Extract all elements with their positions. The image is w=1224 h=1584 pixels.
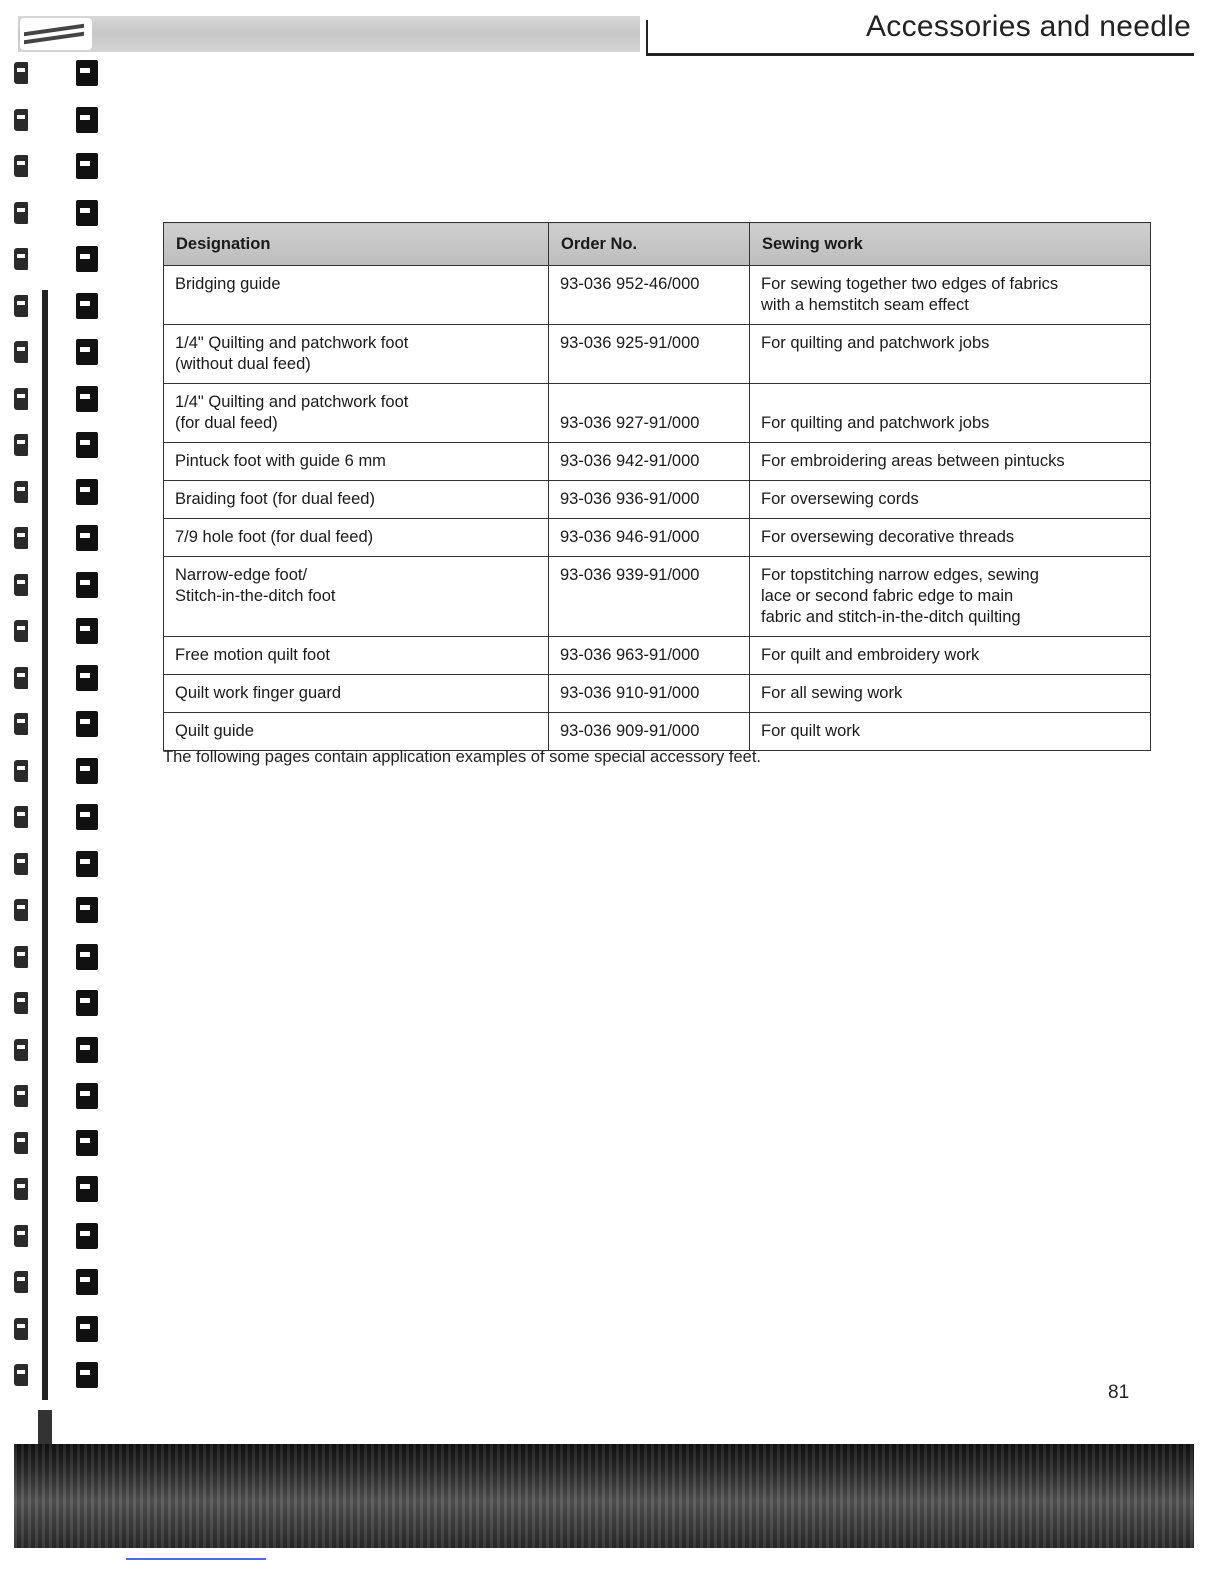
ring-hole-left [14, 574, 28, 596]
ring-hole-left [14, 527, 28, 549]
table-row [164, 325, 1151, 384]
spiral-ring [8, 1128, 104, 1158]
cell-designation [164, 481, 549, 519]
ring-hole-right [76, 432, 98, 458]
spiral-ring [8, 291, 104, 321]
cell-sewing-work [750, 443, 1151, 481]
ring-hole-left [14, 341, 28, 363]
ring-hole-right [76, 711, 98, 737]
cell-order-no: 93-036 909-91/000 [549, 713, 750, 751]
ring-hole-left [14, 946, 28, 968]
table-row [164, 384, 1151, 443]
cell-order-no: 93-036 963-91/000 [549, 637, 750, 675]
ring-hole-right [76, 386, 98, 412]
spiral-ring [8, 802, 104, 832]
ring-hole-left [14, 202, 28, 224]
column-header-sewing-work: Sewing work [750, 223, 1151, 266]
header-rule-vertical [646, 20, 648, 56]
ring-hole-left [14, 1318, 28, 1340]
ring-hole-right [76, 200, 98, 226]
spiral-ring [8, 1081, 104, 1111]
page-number: 81 [1108, 1382, 1130, 1403]
ring-hole-right [76, 758, 98, 784]
cell-sewing-work-line: For oversewing decorative threads [761, 528, 1015, 546]
spiral-ring [8, 1267, 104, 1297]
ring-hole-left [14, 806, 28, 828]
cell-sewing-work [750, 325, 1151, 384]
accessories-table [163, 222, 1151, 751]
footnote-text: The following pages contain application examples of some special accessory feet. [163, 748, 761, 766]
cell-sewing-work-line: lace or second fabric edge to main [761, 587, 1014, 605]
table-row [164, 266, 1151, 325]
cell-sewing-work-line: For oversewing cords [761, 490, 919, 508]
cell-designation-line: 1/4" Quilting and patchwork foot [175, 393, 409, 411]
ring-hole-right [76, 990, 98, 1016]
cell-sewing-work [750, 266, 1151, 325]
cell-designation-line: Quilt guide [175, 722, 254, 740]
ring-hole-left [14, 667, 28, 689]
ring-hole-right [76, 1176, 98, 1202]
ring-hole-right [76, 1223, 98, 1249]
ring-hole-left [14, 388, 28, 410]
ring-hole-right [76, 339, 98, 365]
ring-hole-right [76, 572, 98, 598]
cell-designation-line: (without dual feed) [175, 355, 311, 373]
header-band [18, 16, 640, 52]
cell-designation-line: Stitch-in-the-ditch foot [175, 587, 336, 605]
cell-sewing-work [750, 713, 1151, 751]
cell-sewing-work [750, 384, 1151, 443]
ring-hole-left [14, 434, 28, 456]
spiral-ring [8, 756, 104, 786]
spiral-ring [8, 616, 104, 646]
cell-order-no: 93-036 910-91/000 [549, 675, 750, 713]
spiral-ring [8, 570, 104, 600]
ring-hole-left [14, 992, 28, 1014]
cell-sewing-work-line: For topstitching narrow edges, sewing [761, 566, 1039, 584]
cell-sewing-work-line: For quilting and patchwork jobs [761, 334, 990, 352]
column-header-order-no: Order No. [549, 223, 750, 266]
ring-hole-left [14, 1178, 28, 1200]
ring-hole-left [14, 1225, 28, 1247]
spiral-ring [8, 384, 104, 414]
cell-designation [164, 637, 549, 675]
ring-hole-right [76, 1316, 98, 1342]
spiral-ring [8, 663, 104, 693]
ring-hole-left [14, 1271, 28, 1293]
cell-designation [164, 675, 549, 713]
table-row [164, 557, 1151, 637]
cell-sewing-work-line: For sewing together two edges of fabrics [761, 275, 1059, 293]
cell-designation-line: Bridging guide [175, 275, 281, 293]
cell-sewing-work-line: For all sewing work [761, 684, 903, 702]
ring-hole-left [14, 1039, 28, 1061]
spiral-ring [8, 1314, 104, 1344]
footer-rule [126, 1558, 266, 1560]
ring-hole-left [14, 1364, 28, 1386]
ring-hole-right [76, 665, 98, 691]
table-row [164, 481, 1151, 519]
ring-hole-right [76, 107, 98, 133]
cell-designation-line: Pintuck foot with guide 6 mm [175, 452, 386, 470]
ring-hole-right [76, 1269, 98, 1295]
spiral-ring [8, 151, 104, 181]
cell-order-no: 93-036 942-91/000 [549, 443, 750, 481]
spiral-ring [8, 1360, 104, 1390]
ring-hole-right [76, 525, 98, 551]
cell-order-no: 93-036 946-91/000 [549, 519, 750, 557]
cell-sewing-work [750, 637, 1151, 675]
ring-hole-right [76, 851, 98, 877]
cell-designation [164, 384, 549, 443]
ring-hole-right [76, 1130, 98, 1156]
ring-hole-left [14, 109, 28, 131]
cell-sewing-work-line: For quilt and embroidery work [761, 646, 980, 664]
cell-order-no: 93-036 952-46/000 [549, 266, 750, 325]
cell-sewing-work-line: fabric and stitch-in-the-ditch quilting [761, 608, 1021, 626]
spiral-ring [8, 105, 104, 135]
spiral-ring [8, 1221, 104, 1251]
ring-hole-right [76, 246, 98, 272]
spiral-ring [8, 430, 104, 460]
cell-designation [164, 713, 549, 751]
binding-logo-icon [20, 18, 92, 50]
ring-hole-right [76, 897, 98, 923]
cell-designation-line: Free motion quilt foot [175, 646, 330, 664]
table-header-row [164, 223, 1151, 266]
spiral-ring [8, 523, 104, 553]
ring-hole-left [14, 295, 28, 317]
cell-sewing-work-line: For quilting and patchwork jobs [761, 414, 990, 432]
cell-designation-line: (for dual feed) [175, 414, 278, 432]
cell-designation [164, 325, 549, 384]
cell-designation-line: 7/9 hole foot (for dual feed) [175, 528, 374, 546]
ring-hole-right [76, 479, 98, 505]
cell-sewing-work [750, 519, 1151, 557]
ring-hole-left [14, 620, 28, 642]
table-row [164, 637, 1151, 675]
spiral-ring [8, 1035, 104, 1065]
ring-hole-left [14, 760, 28, 782]
ring-hole-left [14, 899, 28, 921]
cell-designation [164, 266, 549, 325]
header-rule-horizontal [646, 53, 1194, 56]
cell-order-no: 93-036 939-91/000 [549, 557, 750, 637]
cell-sewing-work-line: For quilt work [761, 722, 861, 740]
cell-sewing-work-line: For embroidering areas between pintucks [761, 452, 1065, 470]
spiral-ring [8, 58, 104, 88]
cell-designation-line: Narrow-edge foot/ [175, 566, 308, 584]
ring-hole-left [14, 155, 28, 177]
cell-order-no: 93-036 936-91/000 [549, 481, 750, 519]
table-row [164, 443, 1151, 481]
spiral-ring [8, 1174, 104, 1204]
cell-designation-line: Braiding foot (for dual feed) [175, 490, 375, 508]
cell-order-no: 93-036 927-91/000 [549, 384, 750, 443]
ring-hole-right [76, 153, 98, 179]
ring-hole-right [76, 804, 98, 830]
ring-hole-left [14, 481, 28, 503]
spiral-ring [8, 849, 104, 879]
spiral-binding [8, 58, 104, 1418]
column-header-designation: Designation [164, 223, 549, 266]
ring-hole-right [76, 1083, 98, 1109]
ring-hole-left [14, 713, 28, 735]
section-title: Accessories and needle [866, 10, 1192, 43]
footer-band [14, 1444, 1194, 1548]
ring-hole-right [76, 1037, 98, 1063]
spiral-ring [8, 942, 104, 972]
spiral-ring [8, 988, 104, 1018]
ring-hole-left [14, 1085, 28, 1107]
cell-sewing-work [750, 481, 1151, 519]
cell-designation-line: Quilt work finger guard [175, 684, 341, 702]
ring-hole-left [14, 1132, 28, 1154]
cell-sewing-work [750, 557, 1151, 637]
ring-hole-left [14, 62, 28, 84]
cell-designation [164, 519, 549, 557]
cell-order-no: 93-036 925-91/000 [549, 325, 750, 384]
table-row [164, 675, 1151, 713]
ring-hole-left [14, 853, 28, 875]
ring-hole-right [76, 60, 98, 86]
cell-designation-line: 1/4" Quilting and patchwork foot [175, 334, 409, 352]
spiral-ring [8, 477, 104, 507]
table-row [164, 519, 1151, 557]
ring-hole-right [76, 1362, 98, 1388]
spiral-ring [8, 709, 104, 739]
table-row [164, 713, 1151, 751]
ring-hole-right [76, 944, 98, 970]
cell-sewing-work [750, 675, 1151, 713]
cell-designation [164, 557, 549, 637]
cell-sewing-work-line: with a hemstitch seam effect [761, 296, 969, 314]
spiral-ring [8, 895, 104, 925]
ring-hole-left [14, 248, 28, 270]
ring-hole-right [76, 293, 98, 319]
spiral-ring [8, 337, 104, 367]
ring-hole-right [76, 618, 98, 644]
spiral-ring [8, 244, 104, 274]
binding-spine [42, 290, 48, 1400]
cell-designation [164, 443, 549, 481]
spiral-ring [8, 198, 104, 228]
